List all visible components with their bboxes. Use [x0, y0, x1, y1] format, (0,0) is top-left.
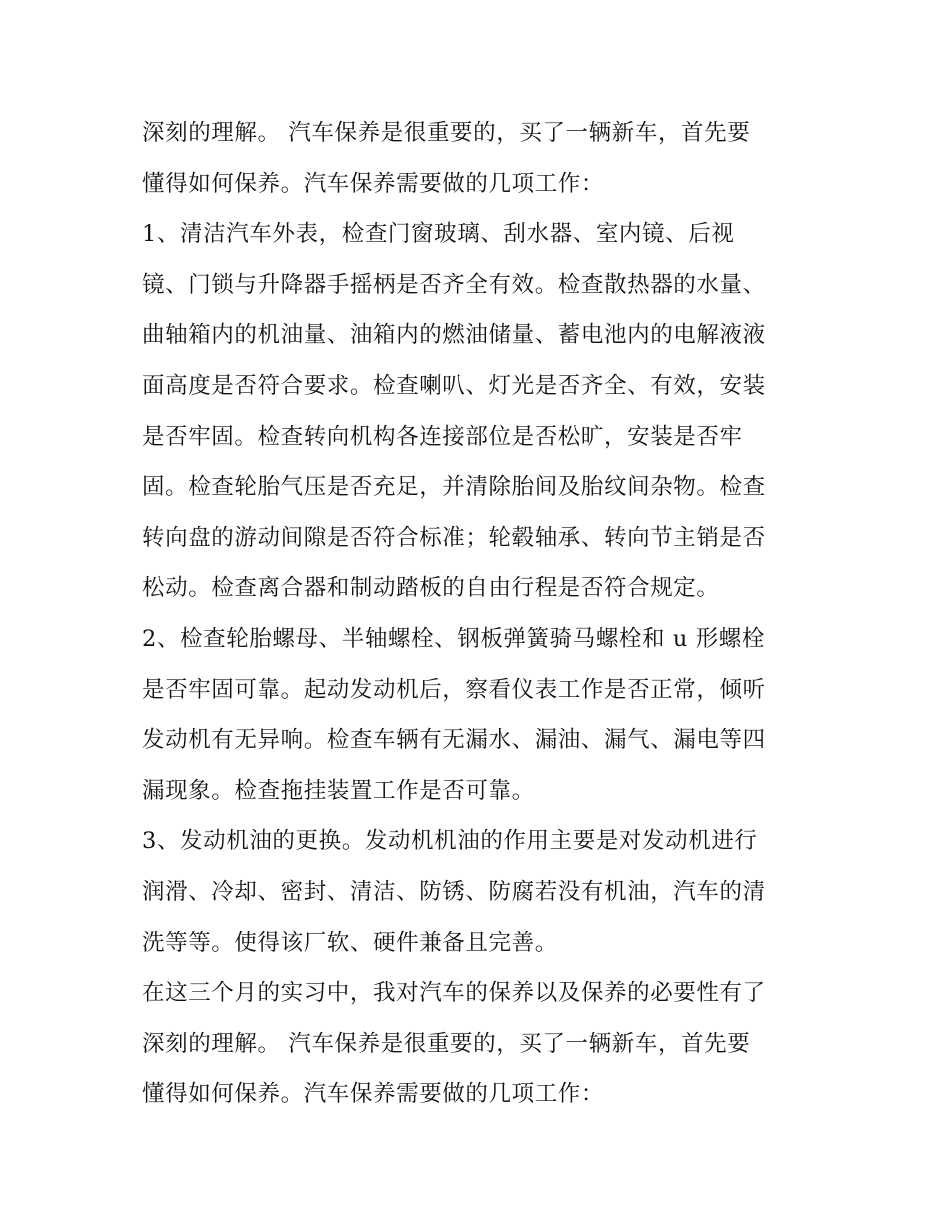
text-line: 深刻的理解。 汽车保养是很重要的，买了一辆新车，首先要: [142, 1030, 751, 1057]
text-line: 面高度是否符合要求。检查喇叭、灯光是否齐全、有效，安装: [142, 372, 766, 399]
text-line: 深刻的理解。 汽车保养是很重要的，买了一辆新车，首先要: [142, 120, 751, 146]
text-line: 3、发动机油的更换。发动机机油的作用主要是对发动机进行: [142, 828, 758, 855]
text-line: 曲轴箱内的机油量、油箱内的燃油储量、蓄电池内的电解液液: [142, 322, 766, 349]
text-line: 漏现象。检查拖挂装置工作是否可靠。: [142, 777, 535, 804]
text-line: 懂得如何保养。汽车保养需要做的几项工作：: [142, 170, 605, 197]
text-line: 润滑、冷却、密封、清洁、防锈、防腐若没有机油，汽车的清: [142, 878, 766, 905]
text-line: 固。检查轮胎气压是否充足，并清除胎间及胎纹间杂物。检查: [142, 474, 766, 501]
text-line: 懂得如何保养。汽车保养需要做的几项工作：: [142, 1081, 605, 1108]
text-line: 转向盘的游动间隙是否符合标准；轮毂轴承、转向节主销是否: [142, 524, 766, 551]
text-line: 是否牢固。检查转向机构各连接部位是否松旷，安装是否牢: [142, 423, 743, 450]
text-line: 发动机有无异响。检查车辆有无漏水、漏油、漏气、漏电等四: [142, 727, 766, 754]
text-line: 在这三个月的实习中，我对汽车的保养以及保养的必要性有了: [142, 980, 766, 1007]
text-line: 1、清洁汽车外表，检查门窗玻璃、刮水器、室内镜、后视: [142, 221, 735, 248]
text-line: 是否牢固可靠。起动发动机后，察看仪表工作是否正常，倾听: [142, 676, 766, 703]
text-line: 松动。检查离合器和制动踏板的自由行程是否符合规定。: [142, 575, 720, 602]
text-line: 2、检查轮胎螺母、半轴螺栓、钢板弹簧骑马螺栓和 u 形螺栓: [142, 625, 766, 652]
text-line: 镜、门锁与升降器手摇柄是否齐全有效。检查散热器的水量、: [142, 271, 766, 298]
document-body: [142, 108, 818, 1120]
text-line: 洗等等。使得该厂软、硬件兼备且完善。: [142, 929, 558, 956]
